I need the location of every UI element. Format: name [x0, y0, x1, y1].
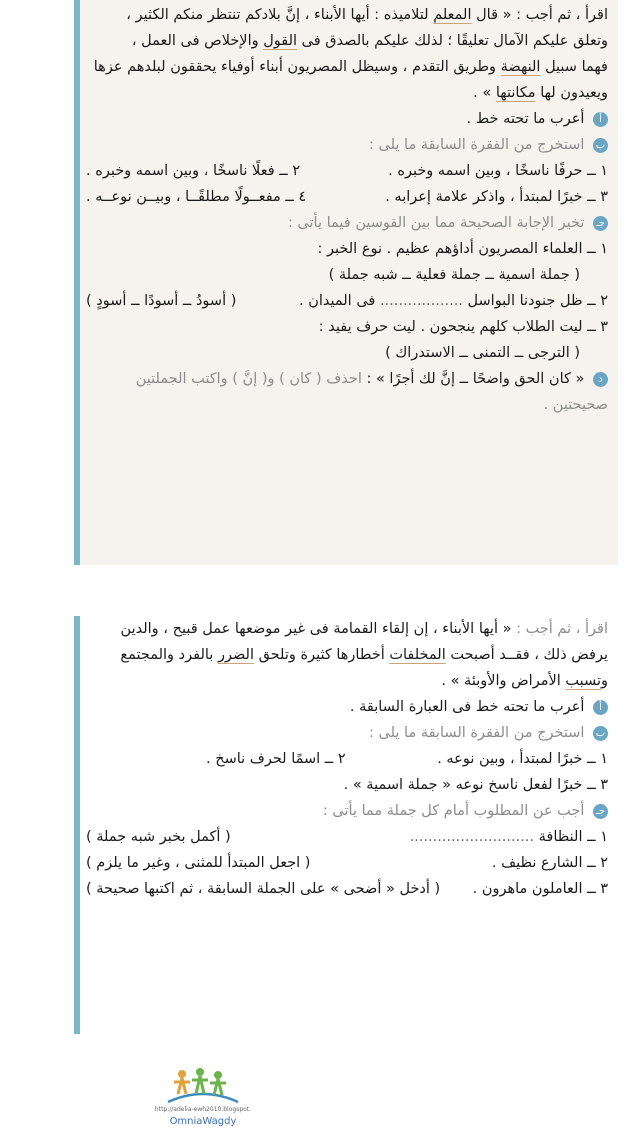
blog-url: http://adelia-ewh2010.blogspot. — [154, 1106, 252, 1113]
passage-text: وطريق التقدم ، وسيظل المصريون أبناء أوفياء يحققون لبلدهم عزها — [93, 59, 496, 75]
question-marker: جـ — [593, 216, 608, 231]
passage-text: و — [600, 673, 608, 689]
answer-options: ( أسودُ ــ أسودًا ــ أسودٍ ) — [86, 293, 237, 309]
passage-2-line-1 — [86, 616, 608, 642]
question-marker: أ — [593, 112, 608, 127]
question-text: احذف ( كان ) و( إنَّ ) واكتب الجملتين — [135, 371, 362, 387]
underlined-word: الضرر — [217, 647, 254, 663]
question-quote: « كان الحق واضحًا ــ إنَّ لك أجرًا » : — [366, 371, 585, 387]
answer-request: ( أدخل « أضحى » على الجملة السابقة ، ثم اكتبها صحيحة ) — [86, 881, 441, 897]
underlined-word: النهضة — [500, 59, 541, 75]
passage-text: بالفرد والمجتمع — [120, 647, 214, 663]
question-c — [86, 210, 608, 236]
passage-text: يرفض ذلك ، فقــد أصبحت — [450, 647, 608, 663]
underlined-word: القول — [263, 33, 298, 49]
list-item: ٢ ــ الشارع نظيف . — [491, 855, 608, 871]
question-b — [86, 720, 608, 746]
list-item: ٣ ــ خبرًا لفعل ناسخ نوعه « جملة اسمية » . — [343, 777, 608, 793]
list-item: ١ ــ خبرًا لمبتدأ ، وبين نوعه . — [437, 751, 608, 767]
passage-2-line-2 — [86, 642, 608, 668]
passage-text: ويعيدون لها — [540, 85, 608, 101]
underlined-word: المخلفات — [389, 647, 446, 663]
list-item: ٣ ــ ليت الطلاب كلهم ينجحون . ليت حرف يفيد : — [318, 319, 608, 335]
list-item: ١ ــ حرفًا ناسخًا ، وبين اسمه وخبره . — [388, 163, 608, 179]
author-name: OmniaWagdy — [169, 1116, 237, 1127]
list-item: ٢ ــ فعلًا ناسخًا ، وبين اسمه وخبره . — [86, 163, 301, 179]
footer-logo — [148, 1064, 258, 1132]
exercise-box-1 — [80, 0, 618, 565]
passage-text: وتعلق عليكم الآمال تعليقًا ؛ لذلك عليكم بالصدق فى — [301, 33, 608, 49]
question-text: صحيحتين . — [543, 397, 608, 413]
list-item: ٢ ــ ظل جنودنا البواسل — [467, 293, 608, 309]
answer-options: ( جملة اسمية ــ جملة فعلية ــ شبه جملة ) — [328, 267, 580, 283]
question-b-row-1 — [86, 746, 608, 772]
passage-text: » . — [473, 85, 492, 101]
underlined-word: مكانتها — [495, 85, 536, 101]
question-b-row-2 — [86, 184, 608, 210]
passage-text: لتلاميذه : أيها الأبناء ، إنَّ بلادكم تنتظر منكم الكثير ، — [126, 7, 429, 23]
question-c-row-3 — [86, 876, 608, 902]
list-item: ٢ ــ اسمًا لحرف ناسخ . — [206, 751, 346, 767]
question-marker: جـ — [593, 804, 608, 819]
question-c-row-1 — [86, 824, 608, 850]
answer-request: ( أكمل بخبر شبه جملة ) — [86, 829, 231, 845]
people-logo-icon — [148, 1064, 258, 1108]
list-item: ٣ ــ خبرًا لمبتدأ ، واذكر علامة إعرابه . — [385, 189, 608, 205]
question-text: استخرج من الفقرة السابقة ما يلى : — [369, 725, 585, 741]
underlined-word: المعلم — [433, 7, 472, 23]
question-c-row-2 — [86, 850, 608, 876]
passage-text: الأمراض والأوبئة » . — [441, 673, 561, 689]
question-marker: ب — [593, 726, 608, 741]
passage-text: « أيها الأبناء ، إن إلقاء القمامة فى غير موضعها عمل قبيح ، والدين — [120, 621, 512, 637]
question-c-row-2 — [86, 288, 608, 314]
passage-text: فهما سبيل — [545, 59, 608, 75]
passage-text: أخطارها كثيرة وتلحق — [258, 647, 385, 663]
blank-dots: .................. — [379, 293, 463, 309]
question-marker: د — [593, 372, 608, 387]
question-b — [86, 132, 608, 158]
answer-request: ( اجعل المبتدأ للمثنى ، وغير ما يلزم ) — [86, 855, 311, 871]
question-a — [86, 106, 608, 132]
passage-2-line-3 — [86, 668, 608, 694]
underlined-word: تسبب — [565, 673, 601, 689]
exercise-box-2 — [80, 616, 618, 1034]
question-marker: ب — [593, 138, 608, 153]
passage-text: اقرأ ، ثم أجب : « قال — [476, 7, 608, 23]
question-lead: اقرأ ، ثم أجب : — [516, 621, 608, 637]
list-item: ١ ــ النظافة — [538, 829, 608, 845]
answer-options: ( الترجى ــ التمنى ــ الاستدراك ) — [385, 345, 580, 361]
question-a — [86, 694, 608, 720]
question-marker: أ — [593, 700, 608, 715]
question-text: استخرج من الفقرة السابقة ما يلى : — [369, 137, 585, 153]
blank-dots: ........................... — [409, 829, 535, 845]
question-b-row-1 — [86, 158, 608, 184]
list-item: ١ ــ العلماء المصريون أداؤهم عظيم . نوع الخبر : — [317, 241, 608, 257]
passage-text: والإخلاص فى العمل ، — [131, 33, 259, 49]
list-item: ٤ ــ مفعــولًا مطلقًــا ، وبيــن نوعــه . — [86, 189, 307, 205]
passage-1 — [86, 2, 608, 106]
question-d — [86, 366, 608, 392]
question-c — [86, 798, 608, 824]
question-text: أجب عن المطلوب أمام كل جملة مما يأتى : — [322, 803, 585, 819]
question-text: أعرب ما تحته خط فى العبارة السابقة . — [349, 699, 585, 715]
question-text: تخير الإجابة الصحيحة مما بين القوسين فيما يأتى : — [287, 215, 585, 231]
list-item: فى الميدان . — [299, 293, 376, 309]
question-text: أعرب ما تحته خط . — [466, 111, 585, 127]
list-item: ٣ ــ العاملون ماهرون . — [472, 881, 608, 897]
